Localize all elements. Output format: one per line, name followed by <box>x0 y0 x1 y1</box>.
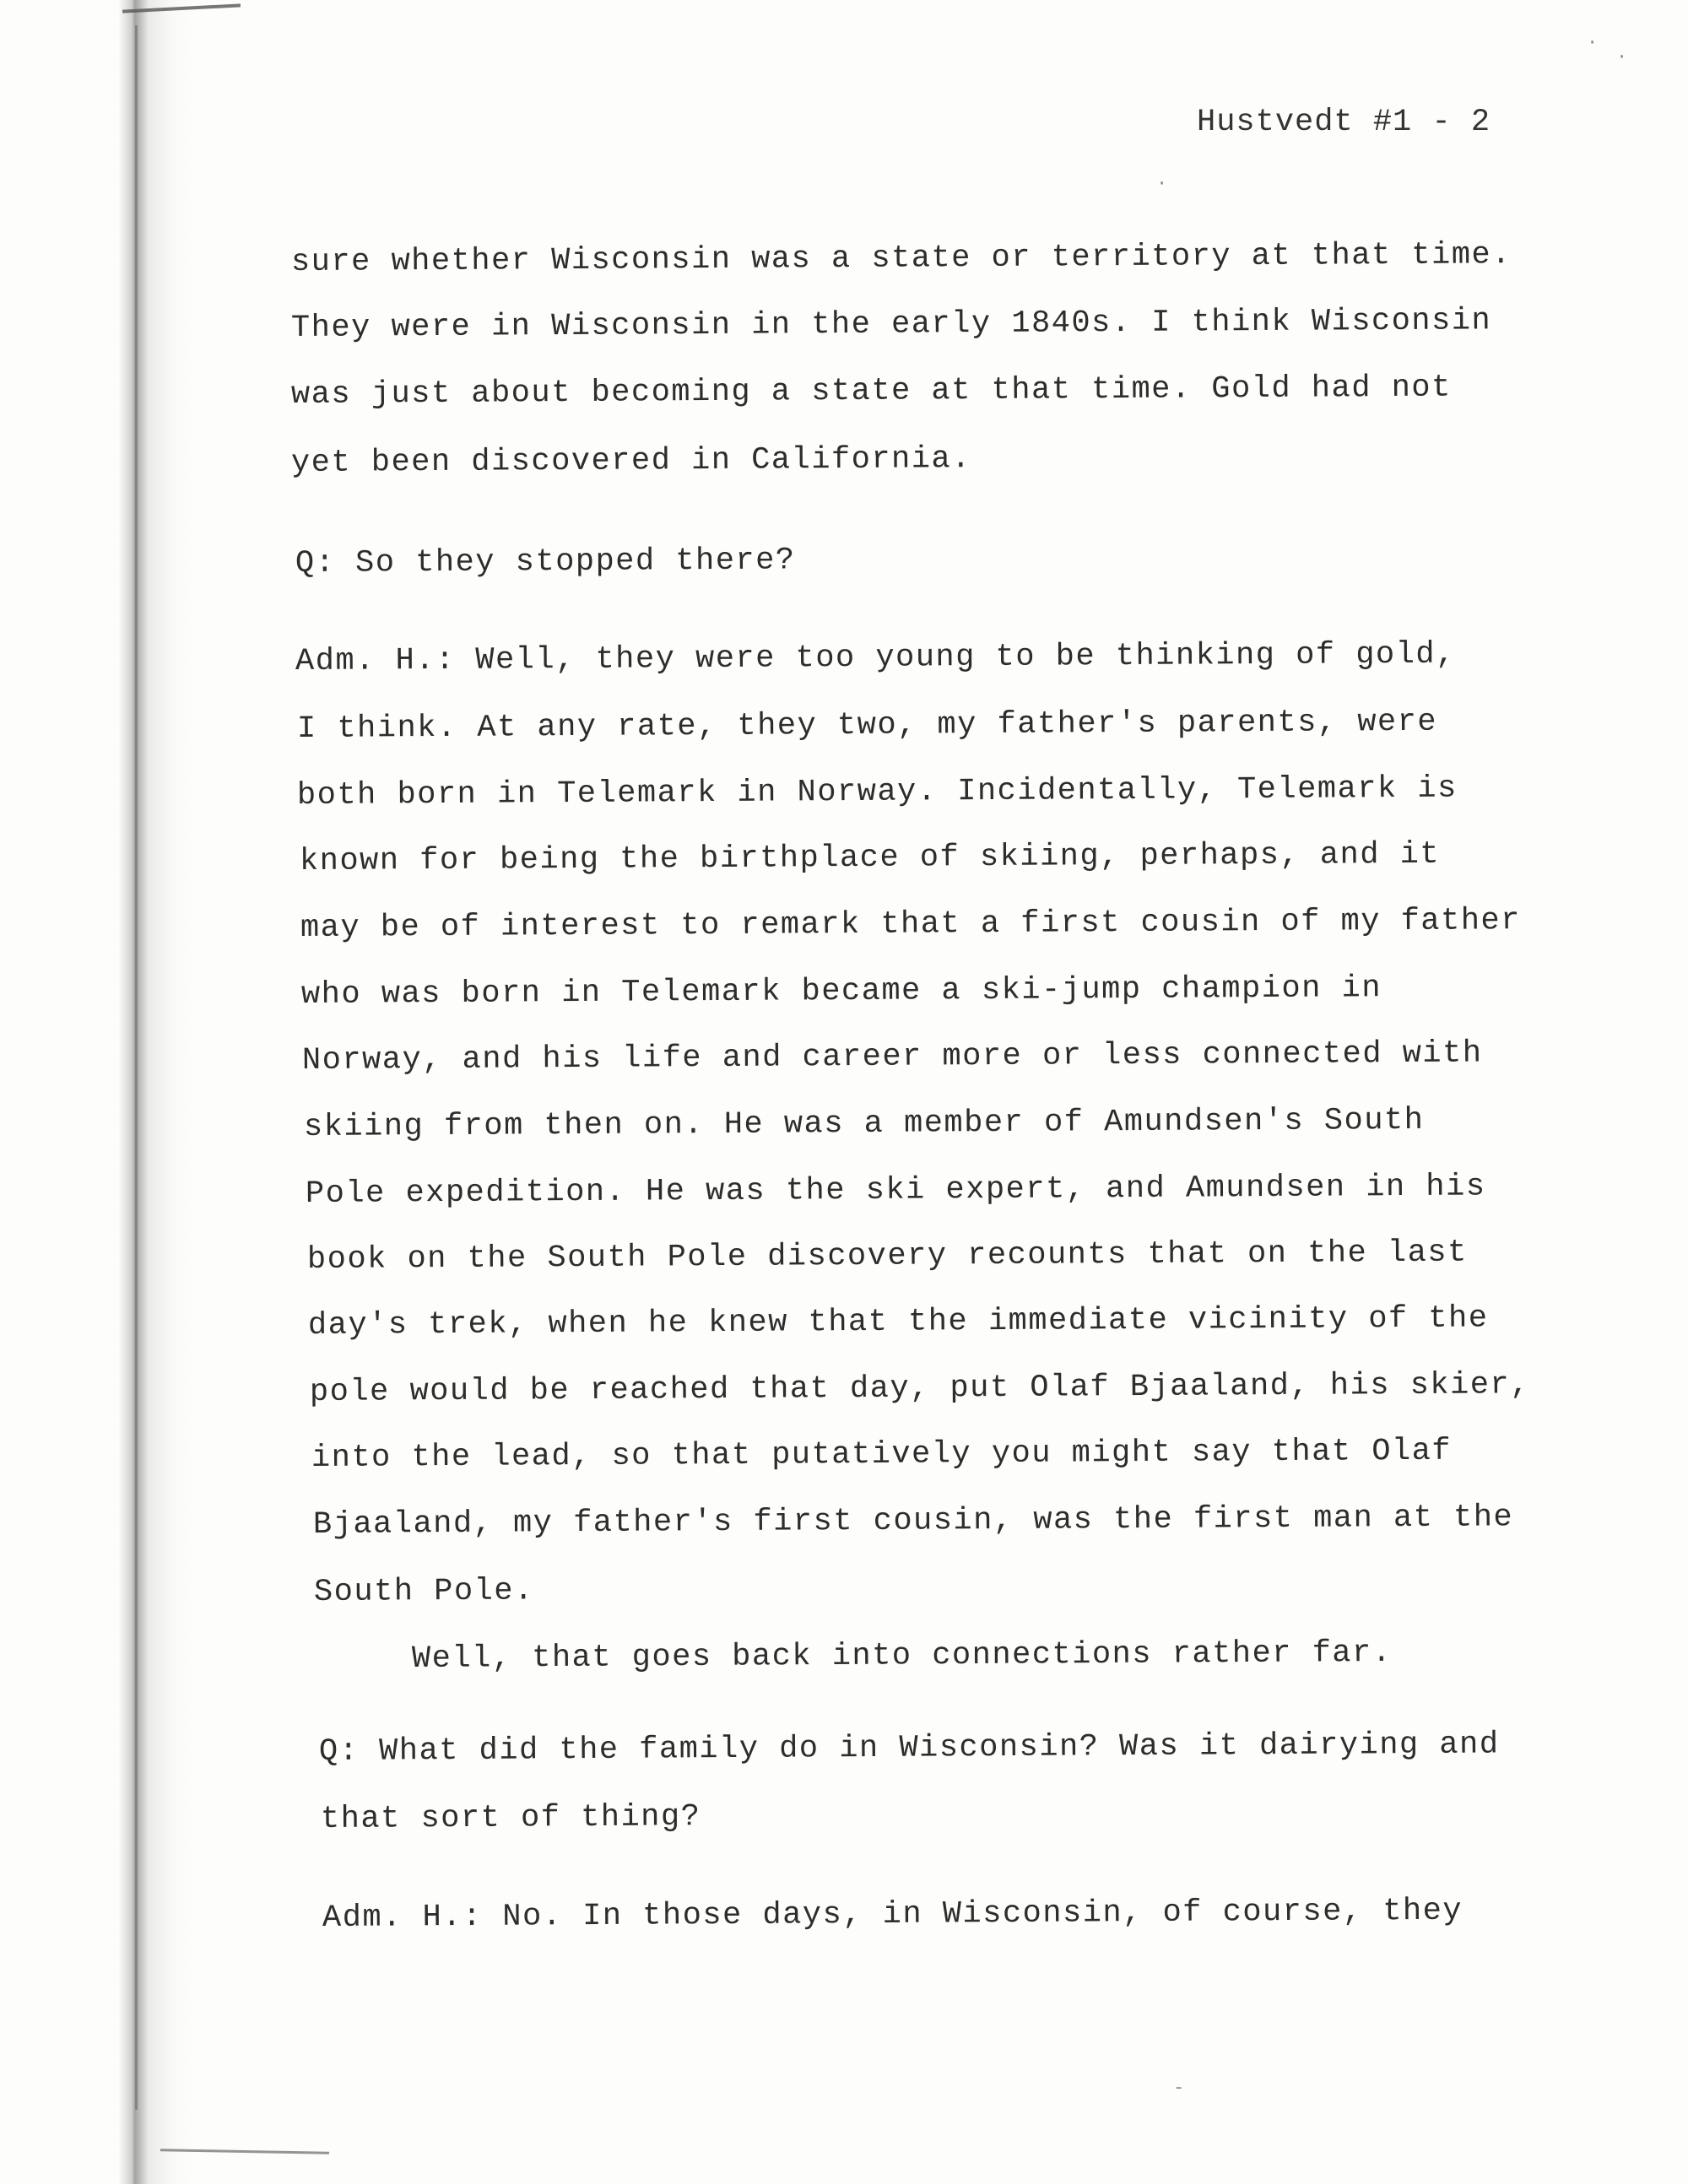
transcript-line-7: I think. At any rate, they two, my father's parents, were <box>296 704 1438 747</box>
transcript-line-16: day's trek, when he knew that the immediate vicinity of the <box>307 1300 1489 1343</box>
transcript-line-5: Q: So they stopped there? <box>295 543 796 581</box>
transcript-line-3: was just about becoming a state at that time. Gold had not <box>290 370 1452 413</box>
transcript-line-24: Adm. H.: No. In those days, in Wisconsin, of course, they <box>322 1893 1463 1936</box>
transcript-line-1: sure whether Wisconsin was a state or territory at that time. <box>290 237 1512 280</box>
page-header: Hustvedt #1 - 2 <box>1197 105 1491 140</box>
transcript-line-14: Pole expedition. He was the ski expert, and Amundsen in his <box>305 1169 1486 1212</box>
transcript-line-23: that sort of thing? <box>320 1799 701 1837</box>
transcript-line-10: may be of interest to remark that a first cousin of my father <box>300 903 1522 946</box>
transcript-line-9: known for being the birthplace of skiing, perhaps, and it <box>299 836 1441 879</box>
scan-binding-shadow <box>118 0 194 2184</box>
transcript-line-11: who was born in Telemark became a ski-jump champion in <box>300 970 1382 1013</box>
transcript-line-2: They were in Wisconsin in the early 1840s. I think Wisconsin <box>290 303 1492 346</box>
transcript-line-20: South Pole. <box>313 1573 534 1610</box>
transcript-line-17: pole would be reached that day, put Olaf Bjaaland, his skier, <box>309 1367 1531 1410</box>
transcript-line-4: yet been discovered in California. <box>290 441 972 481</box>
transcript-line-12: Norway, and his life and career more or less connected with <box>301 1035 1483 1078</box>
scan-speck: · <box>1587 32 1599 53</box>
transcript-line-19: Bjaaland, my father's first cousin, was the first man at the <box>312 1500 1514 1543</box>
transcript-line-6: Adm. H.: Well, they were too young to be thinking of gold, <box>295 636 1456 679</box>
scan-binding-line <box>135 25 138 2110</box>
scan-speck: · <box>1616 46 1628 68</box>
transcript-line-21: Well, that goes back into connections rather far. <box>411 1635 1393 1677</box>
transcript-line-18: into the lead, so that putatively you might say that Olaf <box>311 1433 1453 1476</box>
transcript-line-8: both born in Telemark in Norway. Incidentally, Telemark is <box>296 770 1458 814</box>
scan-speck: · <box>1156 173 1168 194</box>
transcript-line-13: skiing from then on. He was a member of Amundsen's South <box>303 1102 1425 1145</box>
transcript-line-22: Q: What did the family do in Wisconsin? Was it dairying and <box>318 1727 1500 1770</box>
scan-speck: - <box>1173 2078 1185 2099</box>
transcript-line-15: book on the South Pole discovery recounts that on the last <box>306 1235 1468 1278</box>
